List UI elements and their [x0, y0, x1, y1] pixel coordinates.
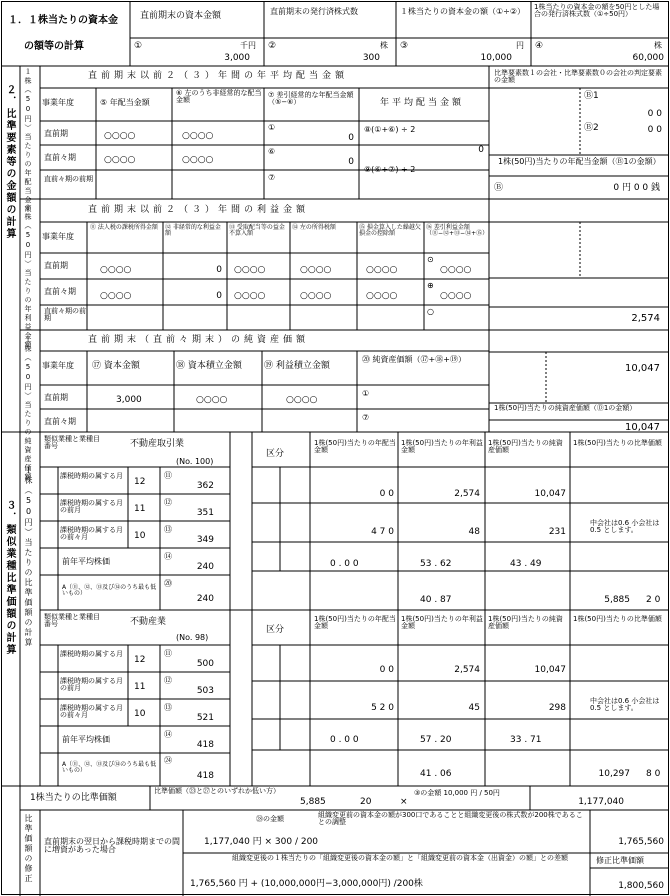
profit-col-15: ⑮ 損金算入した繰越欠損金の控除額 — [359, 224, 421, 237]
col-50yen-header: 1株当たりの資本金の額を50円とした場合の発行済株式数（①÷50円） — [534, 3, 660, 18]
b1-row1-circ: ⑪ — [164, 471, 172, 480]
div-row2-c5: ○○○○ — [104, 155, 136, 165]
div-row2-c6: ○○○○ — [182, 155, 214, 165]
div-b2-label: Ⓑ2 — [584, 123, 599, 133]
v4-unit: 株 — [654, 41, 662, 50]
b1-company-d: 10,047 — [534, 489, 566, 499]
profit-col-12: ⑫ 非経常的な利益金額 — [165, 224, 221, 237]
profit-row2-c12: 0 — [216, 291, 222, 301]
b1-result-sen: 2 0 — [646, 595, 661, 605]
b1-note: 中会社は0.6 小会社は0.5 とします。 — [590, 519, 660, 534]
div-row3-c7-label: ⑦ — [268, 173, 276, 182]
div-row2-avg: ⑨(⑥+⑦) ÷ 2 — [364, 165, 416, 174]
div-avg-result: 0 — [478, 145, 484, 155]
b1-row3-val: 349 — [196, 535, 214, 545]
b2-row4-label: 前年平均株価 — [62, 735, 110, 744]
b2-sim-c: 45 — [468, 703, 480, 713]
b1-sim-b: 4 7 0 — [371, 527, 394, 537]
b1-h3: 1株(50円)当たりの純資産価額 — [488, 439, 563, 454]
b1-row4-val: 240 — [196, 562, 214, 572]
v3-value: 10,000 — [480, 53, 512, 63]
final-sen: 20 — [360, 797, 372, 807]
b1-row1-month: 12 — [134, 477, 146, 487]
section3-label: ３．類似業種比準価額の計算 — [4, 500, 15, 656]
b2-row3-label: 課税時期の属する月の前々月 — [60, 704, 123, 719]
b2-row5-val: 418 — [196, 771, 214, 781]
profit-side-label: １株（50円）当たりの年利益金額 — [24, 204, 32, 350]
b2-company-d: 10,047 — [534, 665, 566, 675]
div-b1-value: 0 0 — [647, 109, 662, 119]
b2-name: 不動産業 — [130, 617, 167, 627]
col-capital-header: 直前期末の資本金額 — [140, 11, 222, 21]
adj-side: 比準価額の修正 — [24, 814, 33, 884]
div-row3-name: 直前々期の前期 — [44, 175, 93, 183]
b1-row1-val: 362 — [196, 481, 214, 491]
v2-label: ② — [268, 41, 277, 51]
div-b-label: Ⓑ — [494, 183, 504, 193]
profit-row2-c13: ○○○○ — [234, 291, 266, 301]
section2-label: ２．比準要素等の金額の計算 — [4, 84, 15, 240]
b1-row2-label: 課税時期の属する月の前月 — [60, 499, 123, 514]
div-col-annual: ⑤ 年配当金額 — [100, 98, 150, 107]
div-col-recurring: ⑦ 差引経常的な年配当金額（⑤−⑥） — [268, 91, 354, 106]
profit-row1-c16: ○○○○ — [440, 265, 472, 275]
b2-kubun: 区分 — [266, 625, 285, 635]
b1-ratio-c: 53 . 62 — [420, 559, 452, 569]
b2-row2-val: 503 — [196, 686, 214, 696]
b1-ratio-d: 43 . 49 — [510, 559, 542, 569]
profit-col-16: ⑯ 差引利益金額（⑪−⑫+⑬−⑭+⑮） — [426, 224, 489, 237]
b2-sim-b: 5 2 0 — [371, 703, 394, 713]
profit-row1-name: 直前期 — [44, 261, 68, 270]
final-result: 1,177,040 — [578, 797, 624, 807]
div-row1-c6: ○○○○ — [182, 131, 214, 141]
div-col-year: 事業年度 — [42, 98, 74, 107]
net-d-note: 1株(50円)当たりの純資産価額（Ⓓ1の金額） — [494, 404, 637, 412]
dividend-right-note: 比準要素数１の会社・比準要素数０の会社の判定要素の金額 — [494, 69, 662, 84]
profit-row2-c16-label: ⊕ — [427, 281, 434, 290]
b2-h2: 1株(50円)当たりの年利益金額 — [401, 615, 483, 630]
final-label: 1株当たりの比準価額 — [30, 793, 117, 803]
profit-row1-c14: ○○○○ — [300, 265, 332, 275]
profit-row1-c15: ○○○○ — [366, 265, 398, 275]
b2-h1: 1株(50円)当たりの年配当金額 — [314, 615, 396, 630]
profit-row1-c12: 0 — [216, 265, 222, 275]
adj-formula1-note: 組織変更前の資本金の額が300口であることと組織変更後の株式数が200株であることの調整 — [318, 811, 583, 826]
b1-h1: 1株(50円)当たりの年配当金額 — [314, 439, 396, 454]
net-col-19: ⑲ 利益積立金額 — [264, 361, 330, 371]
b2-row3-val: 521 — [196, 713, 214, 723]
col-per-share-header: １株当たりの資本金の額（①÷②） — [400, 7, 526, 16]
div-b2-value: 0 0 — [647, 125, 662, 135]
net-row2-name: 直前々期 — [44, 417, 76, 426]
section3-side: １株（50円）当たりの比準価額の計算 — [24, 466, 33, 648]
b1-row3-month: 10 — [134, 531, 146, 541]
b2-row2-circ: ⑫ — [164, 676, 172, 685]
b2-h4: 1株(50円)当たりの比準価額 — [573, 615, 662, 623]
net-d1-value: 10,047 — [625, 363, 660, 374]
b2-note: 中会社は0.6 小会社は0.5 とします。 — [590, 697, 660, 712]
div-row1-name: 直前期 — [44, 129, 68, 138]
profit-row1-c16-label: ⊙ — [427, 255, 434, 264]
v3-label: ③ — [400, 41, 409, 51]
net-d-value: 10,047 — [625, 422, 660, 433]
adj-result2: 1,800,560 — [618, 881, 664, 891]
adj-formula1: ㉘の金額 — [256, 815, 284, 823]
profit-row2-c16: ○○○○ — [440, 291, 472, 301]
adj-formula2: 組織変更後の１株当たりの「組織変更後の資本金の額」と「組織変更前の資本金（出資金）の額」との差額 — [232, 854, 568, 862]
div-col-nonrecurring: ⑥ 左のうち非経常的な配当金額 — [176, 89, 262, 104]
v4-value: 60,000 — [632, 53, 664, 63]
v1-label: ① — [134, 41, 143, 51]
div-row1-avg: ⑧(①+⑥) ÷ 2 — [364, 125, 416, 134]
v3-unit: 円 — [516, 41, 524, 50]
b2-row3-month: 10 — [134, 709, 146, 719]
b1-row4-label: 前年平均株価 — [62, 557, 110, 566]
section1-title: １．１株当たりの資本金 — [8, 15, 118, 26]
profit-heading: 直前期末以前２（３）年間の利益金額 — [88, 205, 310, 215]
b2-row4-val: 418 — [196, 740, 214, 750]
b2-result: 10,297 — [598, 769, 630, 779]
b1-name: 不動産取引業 — [130, 439, 185, 449]
v1-value: 3,000 — [224, 53, 250, 63]
net-row1-c19: ○○○○ — [286, 395, 318, 405]
b2-row1-circ: ⑪ — [164, 649, 172, 658]
col-shares-header: 直前期末の発行済株式数 — [270, 7, 358, 16]
profit-row3-name: 直前々期の前期 — [44, 307, 86, 322]
div-b1-label: Ⓑ1 — [584, 91, 599, 101]
b1-no: (No. 100) — [176, 457, 214, 466]
final-formula: 比準価額（㉓と㉗とのいずれか低い方） — [154, 787, 280, 795]
div-right2: 1株(50円)当たりの年配当金額（Ⓑ1の金額） — [498, 157, 661, 166]
b2-result-sen: 8 0 — [646, 769, 661, 779]
div-row2-name: 直前々期 — [44, 153, 76, 162]
b1-row2-val: 351 — [196, 508, 214, 518]
net-col-20: ⑳ 純資産価額（⑰+⑱+⑲） — [362, 355, 466, 364]
div-col-average: 年平均配当金額 — [380, 98, 465, 108]
profit-row2-c11: ○○○○ — [100, 291, 132, 301]
profit-c-value: 2,574 — [631, 313, 660, 324]
net-col-17: ⑰ 資本金額 — [92, 361, 140, 371]
b2-row1-label: 課税時期の属する月 — [60, 650, 123, 658]
b1-company-c: 2,574 — [454, 489, 480, 499]
net-row2-c20-label: ⑦ — [362, 413, 370, 422]
profit-col-13: ⑬ 受取配当等の益金不算入額 — [229, 224, 285, 237]
profit-row1-c13: ○○○○ — [234, 265, 266, 275]
net-col-year: 事業年度 — [42, 361, 74, 370]
b2-row2-label: 課税時期の属する月の前月 — [60, 677, 123, 692]
final-value: 5,885 — [300, 797, 326, 807]
b1-row2-circ: ⑫ — [164, 498, 172, 507]
adj-result1: 1,765,560 — [618, 837, 664, 847]
profit-row1-c11: ○○○○ — [100, 265, 132, 275]
adj-formula2-val: 1,765,560 円 + (10,000,000円−3,000,000円) /200株 — [190, 879, 423, 889]
b2-company-c: 2,574 — [454, 665, 480, 675]
b1-ratio-sum: 40 . 87 — [420, 595, 452, 605]
b2-row2-month: 11 — [134, 682, 146, 692]
profit-row3-c16-label: ○ — [427, 307, 434, 316]
div-row2-c7: 0 — [348, 157, 354, 167]
b2-h3: 1株(50円)当たりの純資産価額 — [488, 615, 563, 630]
b1-row3-label: 課税時期の属する月の前々月 — [60, 526, 123, 541]
b1-kubun: 区分 — [266, 449, 285, 459]
net-side-label: １株（50円）当たりの純資産価額 — [24, 336, 32, 482]
profit-col-11: ⑪ 法人税の課税所得金額 — [90, 224, 158, 231]
b2-row1-month: 12 — [134, 655, 146, 665]
dividend-heading: 直前期末以前２（３）年間の年平均配当金額 — [88, 71, 349, 81]
profit-col-year: 事業年度 — [42, 232, 74, 241]
dividend-side-label: １株（50円）当たりの年配当金額 — [24, 68, 32, 214]
b2-row5-label: A（⑪、⑫、⑬及び⑭のうち最も低いもの） — [62, 761, 157, 774]
div-row1-c7: 0 — [348, 133, 354, 143]
b1-row1-label: 課税時期の属する月 — [60, 472, 123, 480]
final-times: × — [400, 797, 408, 807]
profit-row2-name: 直前々期 — [44, 287, 76, 296]
b2-company-b: 0 0 — [379, 665, 394, 675]
b2-ratio-d: 33 . 71 — [510, 735, 542, 745]
b2-ratio-c: 57 . 20 — [420, 735, 452, 745]
b2-no: (No. 98) — [176, 633, 209, 642]
b1-title: 類似業種と業種目番号 — [44, 435, 100, 450]
adj-result-label: 修正比準価額 — [596, 856, 644, 865]
b1-h4: 1株(50円)当たりの比準価額 — [573, 439, 662, 447]
net-row1-c20-label: ① — [362, 389, 370, 398]
v1-unit: 千円 — [240, 41, 256, 50]
b1-sim-c: 48 — [468, 527, 480, 537]
b2-row5-circ: ㉔ — [164, 756, 172, 765]
b2-sim-d: 298 — [548, 703, 566, 713]
v4-label: ④ — [535, 41, 544, 51]
adj-label: 直前期末の翌日から課税時期までの間に増資があった場合 — [44, 837, 180, 854]
net-row1-name: 直前期 — [44, 393, 68, 402]
b1-result: 5,885 — [604, 595, 630, 605]
net-col-18: ⑱ 資本積立金額 — [176, 361, 242, 371]
b2-ratio-sum: 41 . 06 — [420, 769, 452, 779]
profit-row2-c15: ○○○○ — [366, 291, 398, 301]
net-row1-c17: 3,000 — [116, 395, 142, 405]
adj-formula1-val: 1,177,040 円 × 300 / 200 — [204, 837, 319, 847]
profit-row2-c14: ○○○○ — [300, 291, 332, 301]
net-heading: 直前期末（直前々期末）の純資産価額 — [88, 335, 310, 345]
div-row2-c7-label: ⑥ — [268, 147, 276, 156]
b1-h2: 1株(50円)当たりの年利益金額 — [401, 439, 483, 454]
b1-ratio-b: 0 . 0 0 — [330, 559, 359, 569]
net-row1-c18: ○○○○ — [196, 395, 228, 405]
b2-row3-circ: ⑬ — [164, 703, 172, 712]
v2-value: 300 — [362, 53, 380, 63]
b1-row5-label: A（⑪、⑫、⑬及び⑭のうち最も低いもの） — [62, 584, 157, 597]
b1-row5-circ: ⑳ — [164, 579, 172, 588]
b1-row2-month: 11 — [134, 504, 146, 514]
profit-col-14: ⑭ 左の所得税額 — [292, 224, 336, 231]
div-row1-c5: ○○○○ — [104, 131, 136, 141]
b2-row4-circ: ⑭ — [164, 730, 172, 739]
section1-title-2: の額等の計算 — [24, 41, 84, 52]
b2-title: 類似業種と業種目番号 — [44, 613, 100, 628]
b1-sim-d: 231 — [548, 527, 566, 537]
b1-row5-val: 240 — [196, 594, 214, 604]
b2-ratio-b: 0 . 0 0 — [330, 735, 359, 745]
b2-row1-val: 500 — [196, 659, 214, 669]
final-divisor: ③の金額 10,000 円 / 50円 — [414, 789, 500, 797]
div-b-value: 0 円 0 0 銭 — [613, 183, 660, 193]
b1-row4-circ: ⑭ — [164, 552, 172, 561]
b1-company-b: 0 0 — [379, 489, 394, 499]
v2-unit: 株 — [380, 41, 388, 50]
div-row1-c7-label: ① — [268, 123, 276, 132]
b1-row3-circ: ⑬ — [164, 525, 172, 534]
